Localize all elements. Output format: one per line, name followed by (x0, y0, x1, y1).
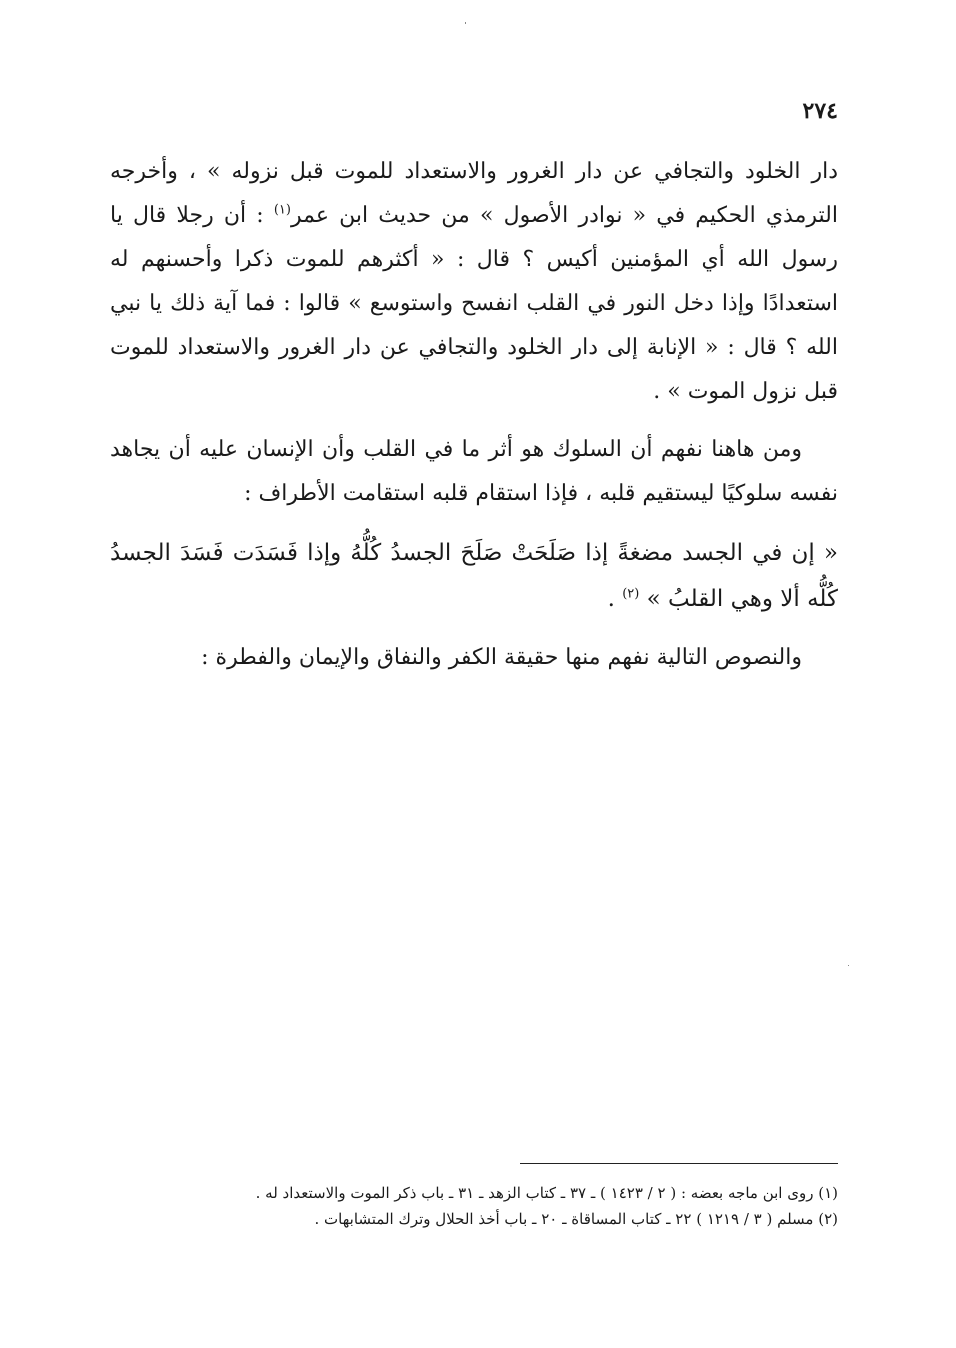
scan-speck (465, 22, 466, 24)
footnote-1: (١) روى ابن ماجه بعضه : ( ٢ / ١٤٢٣ ) ـ ٣٧ ـ كتاب الزهد ـ ٣١ ـ باب ذكر الموت والاستعداد له . (255, 1184, 838, 1202)
footnote-ref-2: (٢) (622, 586, 640, 602)
paragraph-1-line-1: دار الخلود والتجافي عن دار الغرور والاستعداد للموت قبل نزوله » ، وأخرجه (110, 159, 838, 184)
main-text (110, 150, 838, 694)
paragraph-1-tail: : أن رجلا قال يا رسول الله أي المؤمنين أكيس ؟ قال : « أكثرهم للموت ذكرا وأحسنهم له استعدادًا وإذا دخل النور في القلب انفسح واستوسع » قالوا : فما آية ذلك يا نبي الله ؟ قال : « الإنابة إلى دار الخلود والتجافي عن دار الغرور والاستعداد للموت قبل نزول الموت » . (110, 203, 838, 404)
hadith-quote-tail: . (607, 586, 623, 612)
paragraph-4: والنصوص التالية نفهم منها حقيقة الكفر والنفاق والإيمان والفطرة : (201, 645, 802, 670)
hadith-quote-text: « إن في الجسد مضغةً إذا صَلَحَتْ صَلَحَ الجسدُ كُلُّهُ وإذا فَسَدَت فَسَدَ الجسدُ كُلُّه ألا وهي القلبُ » (110, 540, 838, 612)
paragraph-1-line-2: الترمذي الحكيم في « نوادر الأصول » من حديث ابن عمر (290, 203, 838, 228)
scan-speck (848, 965, 849, 966)
footnotes (110, 1180, 838, 1232)
footnote-divider (520, 1163, 838, 1164)
paragraph-1 (110, 150, 838, 414)
page-number: ٢٧٤ (802, 98, 838, 124)
hadith-quote (110, 530, 838, 622)
footnote-ref-1: (١) (273, 202, 291, 218)
footnote-2: (٢) مسلم ( ٣ / ١٢١٩ ) ٢٢ ـ كتاب المساقاة ـ ٢٠ ـ باب أخذ الحلال وترك المتشابهات . (314, 1210, 838, 1228)
paragraph-2: ومن هاهنا نفهم أن السلوك هو أثر ما في القلب وأن الإنسان عليه أن يجاهد نفسه سلوكيًا ليستقيم قلبه ، فإذا استقام قلبه استقامت الأطراف : (110, 437, 838, 506)
